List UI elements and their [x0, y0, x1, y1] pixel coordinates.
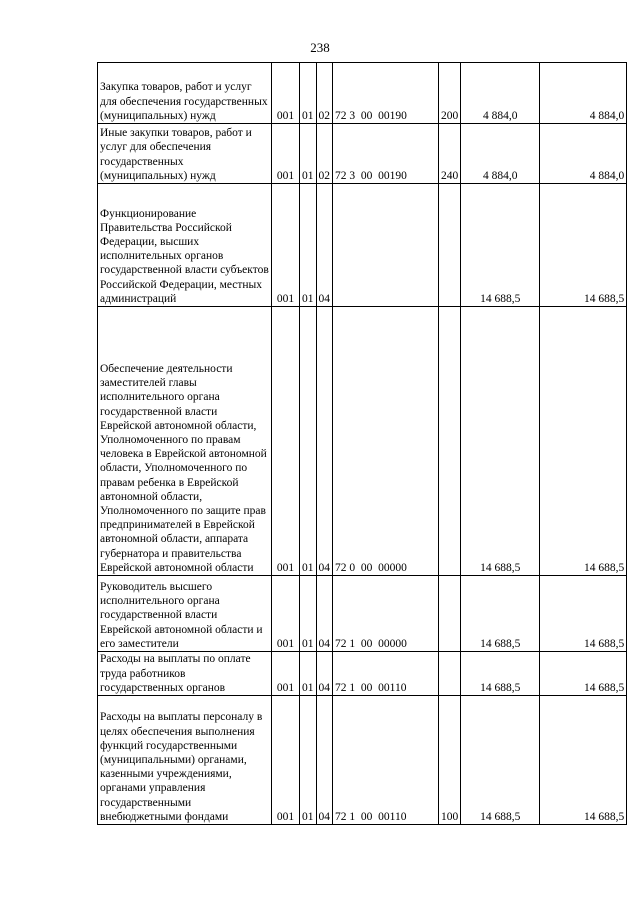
- table-row: [98, 307, 627, 576]
- row-name: Руководитель высшего исполнительного органа государственной власти Еврейской автономной области и его заместители: [98, 576, 272, 652]
- target-article-code: 72 3 00 00190: [333, 63, 439, 124]
- section-code: 01: [300, 652, 317, 696]
- subsection-code: 02: [316, 63, 333, 124]
- amount-first-year: 14 688,5: [461, 652, 540, 696]
- table-row: [98, 63, 627, 124]
- table-row: [98, 184, 627, 307]
- subsection-code: 02: [316, 124, 333, 184]
- row-name: Обеспечение деятельности заместителей главы исполнительного органа государственной власти Еврейской автономной области, Уполномоченного по правам человека в Еврейской автономной области, Уполномоченного по правам ребенка в Еврейской автономной области, Уполномоченного по защите прав предпринимателей в Еврейской автономной области, аппарата губернатора и правительства Еврейской автономной области: [98, 307, 272, 576]
- amount-first-year: 14 688,5: [461, 184, 540, 307]
- section-code: 01: [300, 696, 317, 825]
- grbs-code: 001: [272, 576, 300, 652]
- amount-first-year: 14 688,5: [461, 307, 540, 576]
- row-name: Иные закупки товаров, работ и услуг для обеспечения государственных (муниципальных) нужд: [98, 124, 272, 184]
- row-name: Расходы на выплаты по оплате труда работников государственных органов: [98, 652, 272, 696]
- subsection-code: 04: [316, 184, 333, 307]
- target-article-code: 72 3 00 00190: [333, 124, 439, 184]
- grbs-code: 001: [272, 307, 300, 576]
- grbs-code: 001: [272, 124, 300, 184]
- table-row: [98, 576, 627, 652]
- expense-type-code: 240: [439, 124, 461, 184]
- section-code: 01: [300, 184, 317, 307]
- target-article-code: 72 0 00 00000: [333, 307, 439, 576]
- amount-second-year: 14 688,5: [540, 307, 627, 576]
- expense-type-code: 200: [439, 63, 461, 124]
- section-code: 01: [300, 124, 317, 184]
- row-name: Функционирование Правительства Российской Федерации, высших исполнительных органов государственной власти субъектов Российской Федерации, местных администраций: [98, 184, 272, 307]
- table-row: [98, 652, 627, 696]
- expense-type-code: [439, 576, 461, 652]
- page-number: 238: [310, 40, 330, 55]
- row-name: Расходы на выплаты персоналу в целях обеспечения выполнения функций государственными (муниципальными) органами, казенными учреждениями, органами управления государственными внебюджетными фондами: [98, 696, 272, 825]
- target-article-code: 72 1 00 00110: [333, 696, 439, 825]
- amount-first-year: 4 884,0: [461, 63, 540, 124]
- amount-second-year: 14 688,5: [540, 696, 627, 825]
- target-article-code: 72 1 00 00000: [333, 576, 439, 652]
- table-row: [98, 696, 627, 825]
- subsection-code: 04: [316, 696, 333, 825]
- amount-first-year: 14 688,5: [461, 576, 540, 652]
- expense-type-code: [439, 184, 461, 307]
- grbs-code: 001: [272, 652, 300, 696]
- table-row: [98, 124, 627, 184]
- amount-second-year: 14 688,5: [540, 576, 627, 652]
- section-code: 01: [300, 63, 317, 124]
- amount-first-year: 4 884,0: [461, 124, 540, 184]
- section-code: 01: [300, 576, 317, 652]
- subsection-code: 04: [316, 307, 333, 576]
- amount-first-year: 14 688,5: [461, 696, 540, 825]
- amount-second-year: 14 688,5: [540, 652, 627, 696]
- amount-second-year: 4 884,0: [540, 63, 627, 124]
- subsection-code: 04: [316, 652, 333, 696]
- amount-second-year: 4 884,0: [540, 124, 627, 184]
- expense-type-code: 100: [439, 696, 461, 825]
- budget-table: [97, 62, 627, 825]
- target-article-code: 72 1 00 00110: [333, 652, 439, 696]
- grbs-code: 001: [272, 63, 300, 124]
- amount-second-year: 14 688,5: [540, 184, 627, 307]
- expense-type-code: [439, 652, 461, 696]
- grbs-code: 001: [272, 184, 300, 307]
- grbs-code: 001: [272, 696, 300, 825]
- row-name: Закупка товаров, работ и услуг для обеспечения государственных (муниципальных) нужд: [98, 63, 272, 124]
- expense-type-code: [439, 307, 461, 576]
- target-article-code: [333, 184, 439, 307]
- section-code: 01: [300, 307, 317, 576]
- subsection-code: 04: [316, 576, 333, 652]
